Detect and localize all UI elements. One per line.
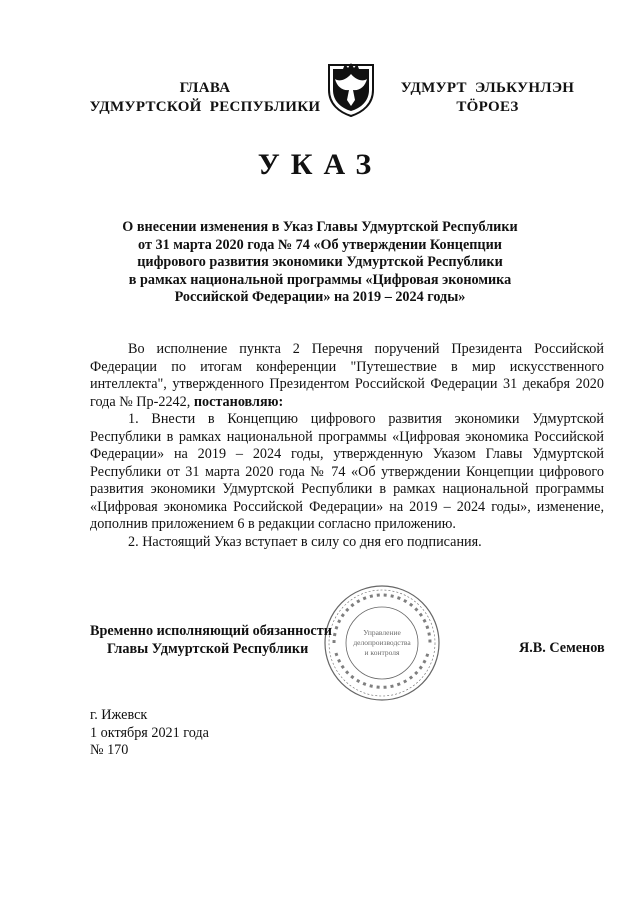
header-left (70, 79, 340, 117)
item-1-paragraph: 1. Внести в Концепцию цифрового развития экономики Удмуртской Республики в рамках национальной программы «Цифровая экономика Российской Федерации» на 2019 – 2024 годы, утвержденную Указом Главы Удмуртской Республики от 31 марта 2020 года № 74 «Об утверждении Концепции цифрового развития экономики Удмуртской Республики в рамках национальной программы «Цифровая экономика Российской Федерации» на 2019 – 2024 годы», изменение, дополнив приложением 6 в редакции согласно приложению. (90, 411, 604, 532)
document-footer (90, 707, 209, 760)
header-left-line2: УДМУРТСКОЙ РЕСПУБЛИКИ (89, 99, 321, 115)
document-title: УКАЗ (257, 148, 383, 181)
subject-line: от 31 марта 2020 года № 74 «Об утверждении Концепции (138, 236, 502, 253)
stamp-line2: делопроизводства (353, 638, 411, 647)
header-right-line1: УДМУРТ ЭЛЬКУНЛЭН (400, 80, 575, 96)
subject-line: в рамках национальной программы «Цифровая экономика (128, 271, 512, 288)
item-2-paragraph: 2. Настоящий Указ вступает в силу со дня его подписания. (128, 533, 482, 550)
subject-line: Российской Федерации» на 2019 – 2024 годы» (174, 289, 466, 305)
header-right-line2: ТӦРОЕЗ (456, 99, 519, 115)
document-body (90, 341, 604, 551)
stamp-line1: Управление (363, 628, 401, 637)
header-left-line1: ГЛАВА (179, 80, 231, 96)
subject-line: цифрового развития экономики Удмуртской Республики (137, 254, 503, 270)
header-right (385, 79, 590, 117)
signatory-position-line1: Временно исполняющий обязанности (90, 623, 332, 639)
subject-line: О внесении изменения в Указ Главы Удмуртской Республики (122, 219, 518, 235)
intro-text: Во исполнение пункта 2 Перечня поручений Президента Российской Федерации по итогам конференции "Путешествие в мир искусственного интеллекта", утвержденного Президентом Российской Федерации 31 декабря 2020 года № Пр-2242, (90, 341, 604, 410)
stamp-line3: и контроля (364, 648, 400, 657)
signatory-position (90, 622, 332, 658)
resolution-word: постановляю: (193, 393, 284, 410)
signatory-name: Я.В. Семенов (519, 640, 605, 656)
official-stamp (322, 583, 442, 703)
intro-paragraph (90, 341, 604, 411)
date: 1 октября 2021 года (90, 724, 209, 741)
city: г. Ижевск (90, 707, 148, 723)
coat-of-arms-icon (325, 60, 377, 118)
decree-number: № 170 (90, 742, 129, 758)
signatory-position-line2: Главы Удмуртской Республики (107, 641, 309, 657)
document-subject (95, 219, 545, 307)
